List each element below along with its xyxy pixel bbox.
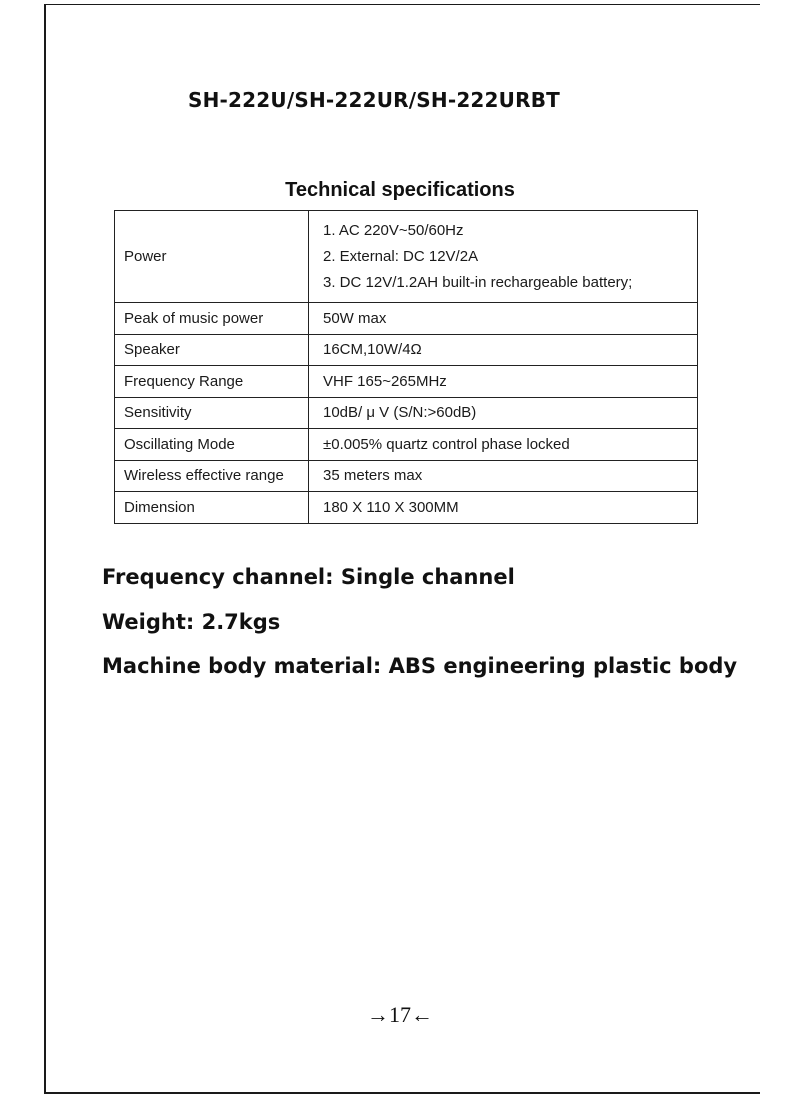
table-row xyxy=(115,429,698,461)
table-row xyxy=(115,460,698,492)
power-line: 2. External: DC 12V/2A xyxy=(323,247,479,265)
model-title: SH-222U/SH-222UR/SH-222URBT xyxy=(188,88,560,112)
spec-heading: Technical specifications xyxy=(285,179,515,201)
spec-value: 10dB/ μ V (S/N:>60dB) xyxy=(309,397,698,429)
power-line: 1. AC 220V~50/60Hz xyxy=(323,221,464,239)
spec-label: Oscillating Mode xyxy=(115,429,309,461)
table-row xyxy=(115,303,698,335)
frequency-channel-line: Frequency channel: Single channel xyxy=(102,565,515,589)
page-number: →17← xyxy=(367,1002,433,1027)
table-row xyxy=(115,366,698,398)
power-line: 3. DC 12V/1.2AH built-in rechargeable battery; xyxy=(323,273,633,291)
spec-label: Sensitivity xyxy=(115,397,309,429)
spec-value: 16CM,10W/4Ω xyxy=(309,334,698,366)
table-row xyxy=(115,492,698,524)
spec-label: Frequency Range xyxy=(115,366,309,398)
spec-value: 180 X 110 X 300MM xyxy=(309,492,698,524)
spec-value: VHF 165~265MHz xyxy=(309,366,698,398)
spec-label: Peak of music power xyxy=(115,303,309,335)
spec-table xyxy=(114,210,698,524)
page-border xyxy=(44,4,760,1094)
spec-value xyxy=(309,211,698,303)
table-row xyxy=(115,211,698,303)
table-row xyxy=(115,334,698,366)
spec-label: Power xyxy=(115,211,309,303)
spec-label: Speaker xyxy=(115,334,309,366)
spec-label: Wireless effective range xyxy=(115,460,309,492)
weight-line: Weight: 2.7kgs xyxy=(102,610,281,634)
spec-value: 50W max xyxy=(309,303,698,335)
material-line: Machine body material: ABS engineering plastic body xyxy=(102,654,738,678)
spec-label: Dimension xyxy=(115,492,309,524)
table-row xyxy=(115,397,698,429)
spec-value: 35 meters max xyxy=(309,460,698,492)
spec-value: ±0.005% quartz control phase locked xyxy=(309,429,698,461)
